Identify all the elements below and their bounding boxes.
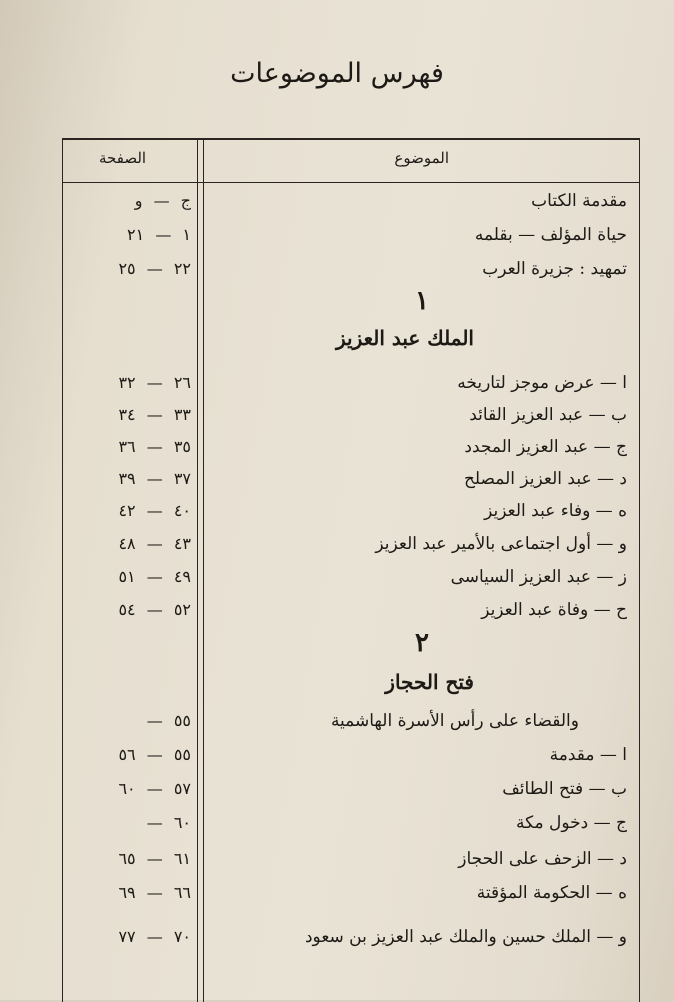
toc-row xyxy=(63,774,639,804)
toc-row xyxy=(63,808,639,838)
toc-row xyxy=(63,740,639,770)
toc-row xyxy=(63,220,639,250)
toc-row xyxy=(63,562,639,592)
toc-topic: حياة المؤلف — بقلمه xyxy=(474,225,627,245)
toc-pages: ج — و xyxy=(134,191,191,210)
page-column-header: الصفحة xyxy=(99,149,147,167)
toc-row xyxy=(63,922,639,952)
toc-subtitle: والقضاء على رأس الأسرة الهاشمية xyxy=(330,711,579,731)
contents-table xyxy=(62,138,640,1002)
toc-pages: ٣٣ — ٣٤ xyxy=(118,405,191,424)
toc-row xyxy=(63,496,639,526)
toc-topic: ا — عرض موجز لتاريخه xyxy=(457,373,627,393)
toc-row xyxy=(63,368,639,398)
toc-topic: مقدمة الكتاب xyxy=(531,191,627,211)
toc-row xyxy=(63,400,639,430)
toc-pages: ٦١ — ٦٥ xyxy=(118,849,191,868)
toc-pages: ٥٥ — ٥٦ xyxy=(118,745,191,764)
toc-pages: ٤٩ — ٥١ xyxy=(118,567,191,586)
toc-topic: ب — عبد العزيز القائد xyxy=(469,405,627,425)
toc-topic: ج — عبد العزيز المجدد xyxy=(464,437,627,457)
toc-topic: ه — الحكومة المؤقتة xyxy=(476,883,627,903)
toc-pages: ٥٧ — ٦٠ xyxy=(118,779,191,798)
toc-pages: ٣٥ — ٣٦ xyxy=(118,437,191,456)
toc-pages: ٤٣ — ٤٨ xyxy=(118,534,191,553)
section-number: ٢ xyxy=(415,628,429,658)
toc-row xyxy=(63,432,639,462)
toc-topic: د — الزحف على الحجاز xyxy=(458,849,627,869)
toc-row xyxy=(63,595,639,625)
toc-row xyxy=(63,464,639,494)
page-title: فهرس الموضوعات xyxy=(230,58,444,89)
toc-row xyxy=(63,186,639,216)
toc-row xyxy=(63,529,639,559)
topic-column-header: الموضوع xyxy=(394,149,449,167)
toc-row xyxy=(63,254,639,284)
toc-topic: ز — عبد العزيز السياسى xyxy=(450,567,627,587)
toc-topic: ه — وفاء عبد العزيز xyxy=(484,501,627,521)
toc-row xyxy=(63,844,639,874)
toc-row xyxy=(63,878,639,908)
toc-topic: ب — فتح الطائف xyxy=(502,779,627,799)
toc-pages: ٦٦ — ٦٩ xyxy=(118,883,191,902)
toc-pages: ١ — ٢١ xyxy=(127,225,191,244)
toc-topic: و — أول اجتماعى بالأمير عبد العزيز xyxy=(375,534,627,554)
toc-topic: ج — دخول مكة xyxy=(515,813,627,833)
toc-row xyxy=(63,706,639,736)
section-title: فتح الحجاز xyxy=(385,670,474,694)
toc-topic: تمهيد : جزيرة العرب xyxy=(482,259,627,279)
toc-topic: ا — مقدمة xyxy=(549,745,627,765)
header-rule xyxy=(63,182,639,183)
toc-pages: ٢٦ — ٣٢ xyxy=(118,373,191,392)
toc-topic: د — عبد العزيز المصلح xyxy=(463,469,627,489)
toc-topic: و — الملك حسين والملك عبد العزيز بن سعود xyxy=(304,927,627,947)
toc-pages: ٣٧ — ٣٩ xyxy=(118,469,191,488)
section-title: الملك عبد العزيز xyxy=(335,326,474,350)
toc-pages: ٧٠ — ٧٧ xyxy=(118,927,191,946)
toc-pages: ٥٢ — ٥٤ xyxy=(118,600,191,619)
toc-topic: ح — وفاة عبد العزيز xyxy=(481,600,627,620)
section-number: ١ xyxy=(415,286,429,316)
toc-pages: ٤٠ — ٤٢ xyxy=(118,501,191,520)
toc-pages: ٦٠ — xyxy=(146,813,191,832)
toc-pages: ٥٥ — xyxy=(146,711,191,730)
toc-pages: ٢٢ — ٢٥ xyxy=(118,259,191,278)
